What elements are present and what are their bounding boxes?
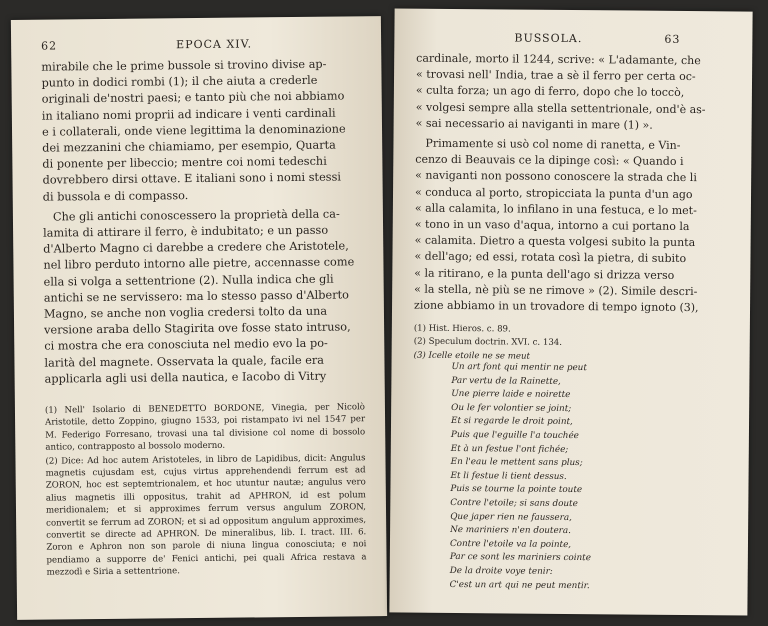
text-line: mirabile che le prime bussole si trovino divise ap- — [41, 57, 327, 74]
text-line: « culta forza; un ago di ferro, dopo che lo toccò, — [415, 84, 685, 100]
text-line: ella si volga a settentrione (2). Nulla indica che gli — [43, 272, 334, 289]
footnote: (2) Dice: Ad hoc autem Aristoteles, in libro de Lapidibus, dicit: Angulus magnetis cujusdam est, cujus virtus apprehendendi ferrum est ad ZORON, hoc est septemtrionalem, et hoc utuntur nautæ; angulus vero alius magnetis illi oppositus, trahit ad APHRON, id est polum meridionalem; et si approximes ferrum versus angulum ZORON, convertit se ferrum ad ZORON; et si ad oppositum angulum approximes, convertit se directe ad APHRON. De mineralibus, lib. I. tract. III. 6. Zoron e Aphron non son parole di niuna lingua conosciuta; e noi pendiamo a supporre de' Fenici antichi, pei quali Africa restava a mezzodì e Siria a settentrione. — [45, 452, 367, 578]
text-line: di bussola e di compasso. — [42, 188, 189, 204]
footnote: (3) Icelle etoile ne se meut — [413, 350, 530, 362]
text-line: larità del magnete. Osservata la quale, facile era — [44, 353, 325, 370]
text-line: zione abbiamo in un trovadore di tempo ignoto (3), — [413, 298, 699, 315]
verse-line: Que japer rien ne faussera, — [450, 511, 572, 523]
text-line: e i collaterali, onde viene legittima la denominazione — [41, 122, 346, 139]
verse-line: De la droite voye tenir: — [449, 565, 553, 577]
text-line: « calamita. Dietro a questa volgesi subito la punta — [414, 233, 696, 250]
text-line: « alla calamita, lo infilano in una festuca, e lo met- — [414, 201, 697, 217]
footnote: (2) Speculum doctrin. XVI. c. 134. — [413, 337, 563, 349]
verse-line: Puis se tourne la pointe toute — [450, 484, 583, 496]
troubadour-verse — [450, 361, 593, 593]
running-header-right: BUSSOLA. — [514, 31, 583, 46]
verse-line: Ou le fer volontier se joint; — [451, 402, 572, 414]
verse-line: Et si regarde le droit point, — [450, 416, 573, 428]
text-line: nel libro perduto intorno alle pietre, accennasse come — [43, 255, 355, 273]
page-number-right: 63 — [664, 32, 681, 46]
verse-line: Un art font qui mentir ne peut — [451, 361, 587, 374]
text-line: di ponente per libeccio; mentre coi nomi tedeschi — [42, 154, 327, 171]
left-footnotes — [45, 401, 367, 580]
verse-line: Et à un festue l'ont fichée; — [450, 443, 569, 455]
text-line: cardinale, morto il 1244, scrive: « L'adamante, che — [416, 51, 701, 68]
verse-line: Ne mariniers n'en doutera. — [450, 525, 571, 537]
running-header-left: EPOCA XIV. — [176, 37, 253, 52]
text-line: versione araba dello Stagirita ove fosse stato intruso, — [44, 320, 351, 337]
text-line: « naviganti non possono conoscere la strada che li — [415, 169, 697, 185]
text-line: in italiano nomi proprii ad indicare i venti cardinali — [41, 106, 336, 123]
verse-line: Puis que l'eguille l'a touchée — [450, 429, 579, 442]
text-line: dovrebbero dirsi ottave. E italiani sono i nomi stessi — [42, 170, 342, 188]
left-body-text — [41, 56, 364, 387]
text-line: « trovasi nell' India, trae a sè il ferro per certa oc- — [416, 67, 696, 84]
text-line: antichi se ne servissero: ma lo stesso passo d'Alberto — [43, 288, 349, 305]
verse-line: Et li festue li tient dessus. — [450, 470, 567, 482]
text-line: « volgesi sempre alla stella settentrionale, ond'è as- — [415, 100, 706, 116]
text-line: lamita di attirare il ferro, è indubitato; e un passo — [43, 223, 329, 240]
verse-line: En l'eau le mettent sans plus; — [450, 457, 583, 469]
text-line: Primamente si usò col nome di ranetta, e Vin- — [425, 136, 681, 152]
text-line: dei mezzanini che chiamiamo, per esempio, Quarta — [42, 138, 336, 155]
right-body-text — [414, 51, 726, 317]
text-line: originali de'nostri paesi; e tanto più che noi abbiamo — [41, 89, 345, 107]
text-line: « la stella, nè più se ne rimove » (2). Simile descri- — [414, 282, 698, 298]
verse-line: Par vertu de la Rainette, — [451, 375, 561, 387]
right-footnotes — [414, 323, 724, 366]
right-page — [389, 8, 752, 615]
left-page — [11, 16, 387, 620]
verse-line: Par ce sont les mariniers cointe — [449, 552, 591, 564]
text-line: « dell'ago; ed essi, rotata così la pietra, di subito — [414, 250, 687, 266]
text-line: Magno, se anche non voglia credersi tolto da una — [43, 304, 328, 321]
footnote: (1) Hist. Hieros. c. 89. — [413, 323, 511, 335]
verse-line: Une pierre laide e noirette — [451, 389, 571, 401]
text-line: punto in dodici rombi (1); il che aiuta a crederle — [41, 73, 318, 90]
text-line: « tono in un vaso d'aqua, intorno a cui portano la — [414, 217, 690, 234]
verse-line: C'est un art qui ne peut mentir. — [449, 579, 590, 591]
text-line: « la ritirano, e la punta dell'ago si drizza verso — [414, 266, 675, 282]
footnote: (1) Nell' Isolario di BENEDETTO BORDONE, Vinegia, per Nicolò Aristotile, detto Zoppino, giugno 1533, poi ristampato ivi nel 1547 per M. Federigo Forresano, trovasi una tal divisione col nome di bossolo antico, contrapposto al bossolo moderno. — [44, 402, 366, 453]
text-line: « conduca al porto, stropicciata la punta d'un ago — [414, 185, 693, 201]
text-line: cenzo di Beauvais ce la dipinge così: « Quando i — [415, 152, 684, 169]
text-line: « sai necessario ai naviganti in mare (1) ». — [415, 116, 653, 132]
verse-line: Contre l'etoile va la pointe, — [449, 538, 572, 550]
text-line: applicarla agli usi della nautica, e Iacobo di Vitry — [44, 369, 327, 386]
text-line: ci mostra che era conosciuta nel medio evo la po- — [44, 337, 328, 354]
page-number-left: 62 — [41, 39, 58, 53]
text-line: Che gli antichi conoscessero la proprietà della ca- — [52, 207, 340, 224]
text-line: d'Alberto Magno ci darebbe a credere che Aristotele, — [43, 239, 349, 256]
verse-line: Contre l'etoile; si sans doute — [450, 497, 578, 510]
